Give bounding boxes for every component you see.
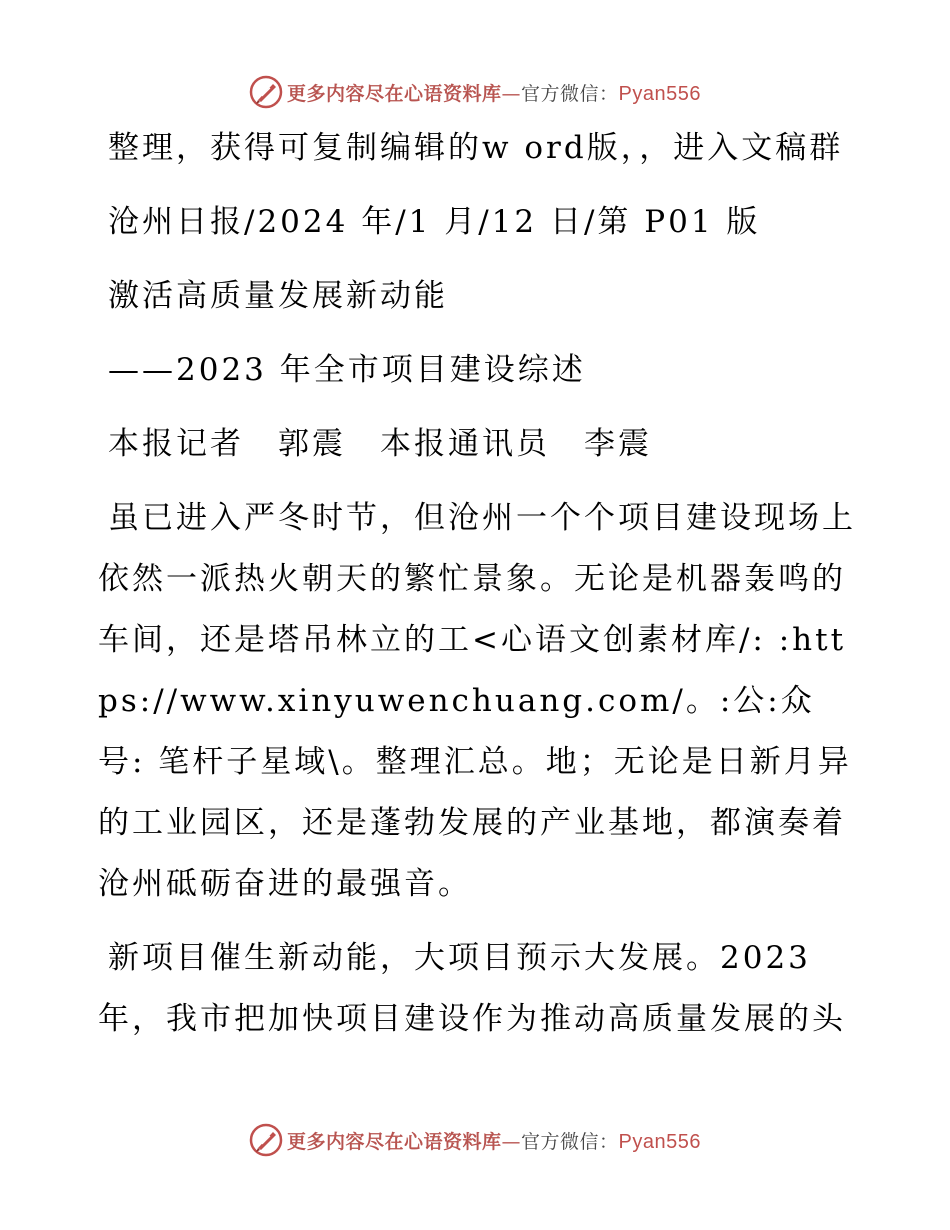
footer-banner	[0, 1118, 950, 1162]
intro-line: 整理，获得可复制编辑的w ord版，，进入文稿群	[108, 130, 844, 166]
quill-logo-icon	[249, 1123, 283, 1157]
banner-colon: ：	[599, 1130, 619, 1153]
body-paragraph: 新项目催生新动能，大项目预示大发展。2023 年，我市把加快项目建设作为推动高质量发展的头	[98, 940, 846, 1037]
document-body	[98, 118, 858, 1063]
banner-wechat-id: Pyan556	[618, 1130, 701, 1153]
banner-main-text: 更多内容尽在心语资料库	[286, 1130, 502, 1153]
body-paragraph: 虽已进入严冬时节，但沧州一个个项目建设现场上依然一派热火朝天的繁忙景象。无论是机器轰鸣的车间，还是塔吊林立的工<心语文创素材库/: :https://www.xinyuwenchuang.com/。:公:众号: 笔杆子星域\。整理汇总。地；无论是日新月异的工业园区，还是蓬勃发展的产业基地，都演奏着沧州砥砺奋进的最强音。	[98, 500, 856, 902]
article-title: 激活高质量发展新动能	[108, 278, 448, 314]
header-banner	[0, 70, 950, 114]
article-subtitle: ——2023 年全市项目建设综述	[108, 352, 586, 388]
quill-logo-icon	[249, 75, 283, 109]
source-line: 沧州日报/2024 年/1 月/12 日/第 P01 版	[108, 204, 761, 240]
banner-official-label: 官方微信	[521, 82, 600, 105]
banner-wechat-id: Pyan556	[618, 82, 701, 105]
banner-separator: —	[501, 1130, 521, 1153]
banner-separator: —	[501, 82, 521, 105]
banner-main-text: 更多内容尽在心语资料库	[286, 82, 502, 105]
banner-colon: ：	[599, 82, 619, 105]
banner-official-label: 官方微信	[521, 1130, 600, 1153]
byline: 本报记者 郭震 本报通讯员 李震	[108, 426, 652, 462]
